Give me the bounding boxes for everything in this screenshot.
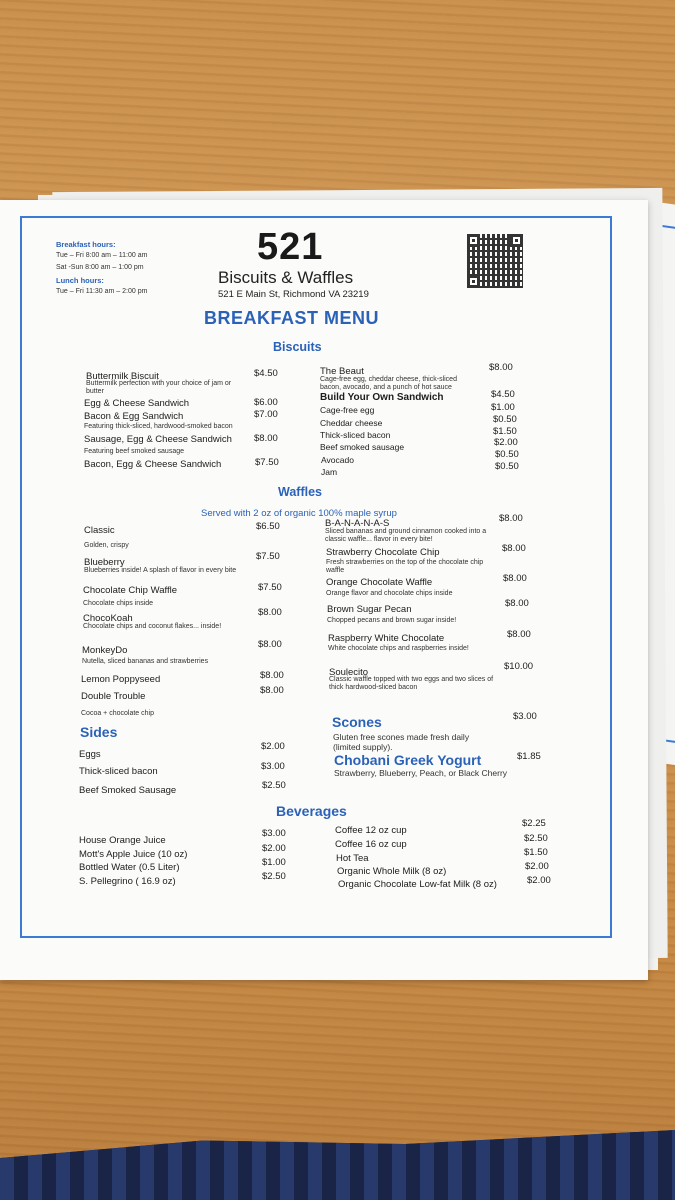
menu-item-price: $2.50 xyxy=(262,871,286,882)
menu-item-name: Mott's Apple Juice (10 oz) xyxy=(79,849,188,860)
section-heading-beverages: Beverages xyxy=(276,803,347,819)
menu-item-name: Organic Chocolate Low-fat Milk (8 oz) xyxy=(338,879,497,890)
menu-item-name: Soulecito xyxy=(329,667,369,678)
menu-item-price: $3.00 xyxy=(513,711,537,722)
menu-item-price: $4.50 xyxy=(254,368,278,379)
menu-item-description: Featuring beef smoked sausage xyxy=(84,448,185,455)
menu-item-description: Cocoa + chocolate chip xyxy=(81,710,154,717)
menu-item-name: Coffee 12 oz cup xyxy=(335,825,407,836)
menu-item-name: Lemon Poppyseed xyxy=(81,674,161,685)
menu-item-name: Organic Whole Milk (8 oz) xyxy=(337,866,447,877)
breakfast-hours-line: Tue – Fri 8:00 am – 11:00 am xyxy=(56,252,148,259)
menu-item-description: Nutella, sliced bananas and strawberries xyxy=(82,658,209,665)
menu-item-price: $7.50 xyxy=(258,582,282,593)
menu-item-name: Chocolate Chip Waffle xyxy=(83,585,177,596)
menu-item-description: Buttermilk perfection with your choice of jam or butter xyxy=(86,380,232,396)
menu-item-description: Classic waffle topped with two eggs and two slices of thick hardwood-sliced bacon xyxy=(329,676,494,692)
byo-option-name: Cage-free egg xyxy=(320,405,375,415)
section-heading-waffles: Waffles xyxy=(278,485,322,499)
menu-item-price: $2.50 xyxy=(524,833,548,844)
byo-option-price: $0.50 xyxy=(495,449,519,460)
menu-item-price: $4.50 xyxy=(491,389,515,400)
section-heading-biscuits: Biscuits xyxy=(273,340,322,354)
menu-item-description: Chocolate chips and coconut flakes... inside! xyxy=(83,623,222,630)
menu-item-name: Egg & Cheese Sandwich xyxy=(84,398,190,409)
restaurant-address: 521 E Main St, Richmond VA 23219 xyxy=(218,289,369,300)
menu-item-price: $8.00 xyxy=(507,629,531,640)
menu-item-name: Thick-sliced bacon xyxy=(79,766,158,777)
menu-item-price: $2.00 xyxy=(261,741,285,752)
menu-item-price: $2.00 xyxy=(262,843,286,854)
menu-item-price: $2.00 xyxy=(525,861,549,872)
menu-item-name: Buttermilk Biscuit xyxy=(86,371,159,382)
menu-item-name: B-A-N-A-N-A-S xyxy=(325,518,390,529)
breakfast-hours-heading: Breakfast hours: xyxy=(56,240,116,249)
menu-item-price: $3.00 xyxy=(262,828,286,839)
menu-item-price: $6.00 xyxy=(254,397,278,408)
menu-item-name: Strawberry Chocolate Chip xyxy=(326,547,440,558)
menu-item-name: Raspberry White Chocolate xyxy=(328,633,445,644)
menu-item-description: Blueberries inside! A splash of flavor in every bite xyxy=(84,567,237,574)
menu-item-price: $8.00 xyxy=(503,573,527,584)
menu-item-name: Sausage, Egg & Cheese Sandwich xyxy=(84,434,232,445)
byo-option-price: $2.00 xyxy=(494,437,518,448)
menu-item-name: Double Trouble xyxy=(81,691,146,702)
byo-option-name: Thick-sliced bacon xyxy=(320,430,391,440)
waffles-subheading: Served with 2 oz of organic 100% maple syrup xyxy=(201,508,397,519)
section-heading-yogurt: Chobani Greek Yogurt xyxy=(334,752,482,768)
menu-item-price: $6.50 xyxy=(256,521,280,532)
menu-item-price: $1.85 xyxy=(517,751,541,762)
menu-item-price: $8.00 xyxy=(260,685,284,696)
menu-item-description: Gluten free scones made fresh daily (limited supply). xyxy=(333,732,470,752)
menu-item-name: Orange Chocolate Waffle xyxy=(326,577,433,588)
menu-item-price: $2.25 xyxy=(522,818,546,829)
menu-item-name: Coffee 16 oz cup xyxy=(335,839,407,850)
menu-item-name: ChocoKoah xyxy=(83,613,133,624)
menu-item-description: White chocolate chips and raspberries inside! xyxy=(328,645,469,652)
byo-option-name: Beef smoked sausage xyxy=(320,442,405,452)
section-heading-sides: Sides xyxy=(80,724,118,740)
menu-item-name: Bacon & Egg Sandwich xyxy=(84,411,184,422)
menu-item-description: Chocolate chips inside xyxy=(83,600,154,607)
byo-option-name: Cheddar cheese xyxy=(320,418,383,428)
menu-item-price: $7.50 xyxy=(255,457,279,468)
lunch-hours-heading: Lunch hours: xyxy=(56,276,104,285)
menu-item-description: Cage-free egg, cheddar cheese, thick-sliced bacon, avocado, and a punch of hot sauce xyxy=(320,376,457,392)
menu-item-description: Featuring thick-sliced, hardwood-smoked bacon xyxy=(84,423,233,430)
byo-option-name: Jam xyxy=(321,467,338,477)
menu-item-name: Brown Sugar Pecan xyxy=(327,604,412,615)
menu-item-name: MonkeyDo xyxy=(82,645,128,656)
menu-item-description: Orange flavor and chocolate chips inside xyxy=(326,590,453,597)
plaid-cloth xyxy=(0,1130,675,1200)
menu-item-description: Fresh strawberries on the top of the chocolate chip waffle xyxy=(326,559,484,575)
qr-code-icon[interactable] xyxy=(467,234,523,288)
menu-item-description: Golden, crispy xyxy=(84,542,129,549)
byo-option-price: $1.50 xyxy=(493,426,517,437)
menu-item-price: $3.00 xyxy=(261,761,285,772)
menu-item-price: $8.00 xyxy=(258,639,282,650)
menu-item-price: $8.00 xyxy=(505,598,529,609)
menu-item-price: $1.50 xyxy=(524,847,548,858)
menu-item-price: $10.00 xyxy=(504,661,534,672)
menu-item-description: Sliced bananas and ground cinnamon cooked into a classic waffle... flavor in every bite! xyxy=(325,528,487,544)
menu-item-name: Build Your Own Sandwich xyxy=(320,392,444,403)
menu-title: BREAKFAST MENU xyxy=(204,308,380,328)
menu-item-name: Beef Smoked Sausage xyxy=(79,785,177,796)
menu-item-price: $8.00 xyxy=(254,433,278,444)
menu-item-name: Bottled Water (0.5 Liter) xyxy=(79,862,180,873)
menu-item-price: $2.50 xyxy=(262,780,286,791)
menu-item-price: $7.50 xyxy=(256,551,280,562)
menu-item-description: Chopped pecans and brown sugar inside! xyxy=(327,617,457,624)
menu-item-price: $7.00 xyxy=(254,409,278,420)
menu-item-price: $8.00 xyxy=(489,362,513,373)
byo-option-name: Avocado xyxy=(321,455,354,465)
lunch-hours-line: Tue – Fri 11:30 am – 2:00 pm xyxy=(56,288,148,295)
restaurant-name: Biscuits & Waffles xyxy=(218,268,354,287)
menu-item-name: Hot Tea xyxy=(336,853,369,864)
menu-item-price: $2.00 xyxy=(527,875,551,886)
menu-item-name: S. Pellegrino ( 16.9 oz) xyxy=(79,876,176,887)
section-heading-scones: Scones xyxy=(332,714,382,730)
menu-item-name: Bacon, Egg & Cheese Sandwich xyxy=(84,459,222,470)
menu-item-name: Eggs xyxy=(79,749,101,760)
menu-item-price: $1.00 xyxy=(262,857,286,868)
menu-item-price: $8.00 xyxy=(499,513,523,524)
menu-item-price: $8.00 xyxy=(260,670,284,681)
byo-option-price: $0.50 xyxy=(495,461,519,472)
menu-item-description: Strawberry, Blueberry, Peach, or Black Cherry xyxy=(334,768,508,778)
menu-item-price: $8.00 xyxy=(502,543,526,554)
byo-option-price: $0.50 xyxy=(493,414,517,425)
breakfast-hours-line: Sat -Sun 8:00 am – 1:00 pm xyxy=(56,264,144,271)
menu-item-price: $8.00 xyxy=(258,607,282,618)
byo-option-price: $1.00 xyxy=(491,402,515,413)
menu-item-name: House Orange Juice xyxy=(79,835,166,846)
menu-item-name: Blueberry xyxy=(84,557,125,568)
menu-item-name: The Beaut xyxy=(320,366,364,377)
restaurant-logo-number: 521 xyxy=(257,226,324,268)
menu-item-name: Classic xyxy=(84,525,115,536)
